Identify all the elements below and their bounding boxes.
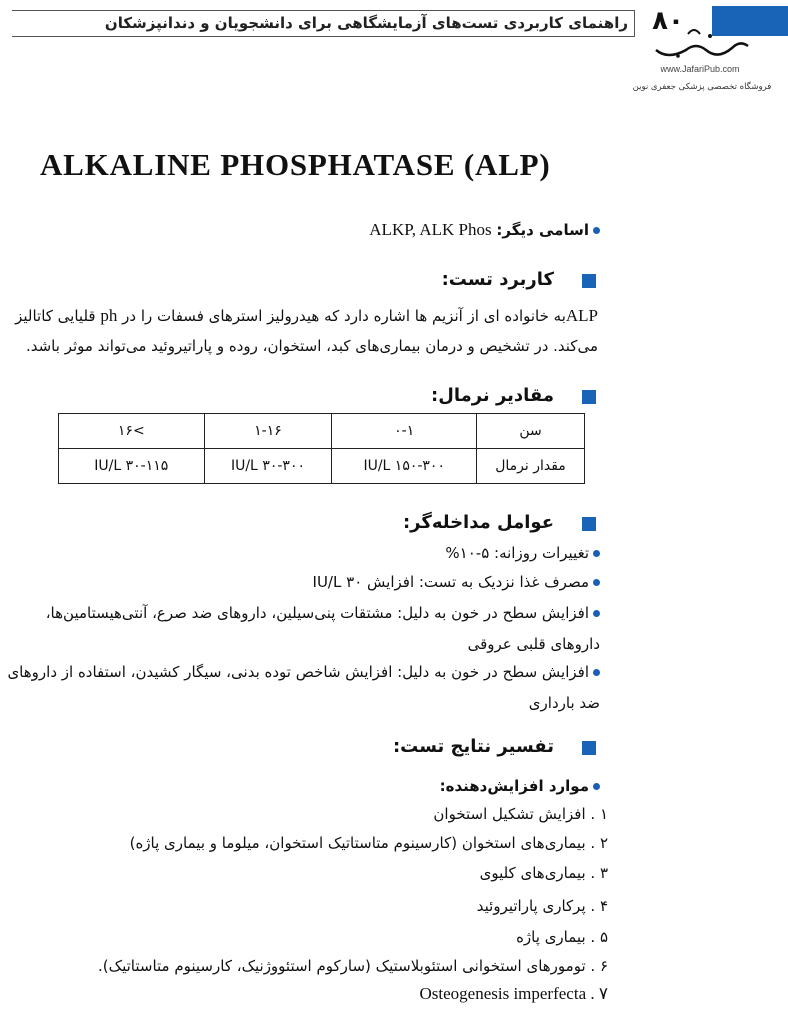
list-item: ۱ . افزایش تشکیل استخوان (433, 805, 608, 823)
section-square-icon (582, 741, 596, 755)
normal-values-table (58, 413, 585, 484)
publisher-logo (648, 20, 758, 64)
list-item-continuation: ضد بارداری (528, 694, 600, 712)
usage-heading: کاربرد تست: (441, 269, 554, 290)
table-cell: ۰-۱ (332, 414, 477, 449)
bullet-icon (593, 227, 600, 234)
interfering-heading: عوامل مداخله‌گر: (402, 512, 554, 533)
alp-abbr: ALP (565, 306, 598, 325)
table-cell: مقدار نرمال (477, 449, 585, 484)
bullet-icon (593, 783, 600, 790)
list-item (200, 569, 600, 595)
header-rule-bottom (12, 36, 634, 37)
bullet-icon (593, 610, 600, 617)
section-square-icon (582, 274, 596, 288)
list-item: ۶ . تومورهای استخوانی استئوبلاستیک (سارکوم استئووژنیک، کارسینوم متاستاتیک). (98, 957, 608, 975)
list-item-text: افزایش سطح در خون به دلیل: افزایش شاخص توده بدنی، سیگار کشیدن، استفاده از داروهای (7, 663, 589, 681)
other-names-label: اسامی دیگر: (496, 221, 589, 239)
publisher-tagline: فروشگاه تخصصی پزشکی جعفری نوین (632, 82, 772, 92)
usage-line1-end: قلیایی کاتالیز (15, 307, 96, 325)
bullet-icon (593, 579, 600, 586)
list-item (4, 600, 600, 626)
page-title: ALKALINE PHOSPHATASE (ALP) (40, 147, 551, 182)
usage-line1-text: به خانواده ای از آنزیم ها اشاره دارد که هیدرولیز استرهای فسفات را در (122, 307, 566, 325)
list-item: ۳ . بیماری‌های کلیوی (479, 864, 608, 882)
table-row (59, 449, 585, 484)
list-item (200, 540, 600, 566)
list-item: ۴ . پرکاری پاراتیروئید (476, 897, 608, 915)
publisher-url: www.JafariPub.com (660, 64, 740, 74)
ph-term: ph (100, 306, 118, 325)
section-square-icon (582, 390, 596, 404)
other-names-line (300, 217, 600, 243)
usage-line-1 (4, 303, 598, 329)
table-cell: ۳۰-۳۰۰ IU/L (204, 449, 332, 484)
list-item: Osteogenesis imperfecta . ۷ (419, 984, 608, 1003)
header-rule-top (12, 10, 634, 11)
list-item-text: تغییرات روزانه: ۵-۱۰% (445, 544, 589, 562)
other-names-value: ALKP, ALK Phos (369, 220, 492, 239)
increase-label-line (300, 773, 600, 799)
bullet-icon (593, 550, 600, 557)
table-cell: ۱۵۰-۳۰۰ IU/L (332, 449, 477, 484)
table-cell: ۳۰-۱۱۵ IU/L (59, 449, 205, 484)
table-cell: سن (477, 414, 585, 449)
table-cell: >۱۶ (59, 414, 205, 449)
normal-values-heading: مقادیر نرمال: (431, 385, 554, 406)
list-item-text: افزایش سطح در خون به دلیل: مشتقات پنی‌سیلین، داروهای ضد صرع، آنتی‌هیستامین‌ها، (45, 604, 589, 622)
list-item (4, 659, 600, 685)
running-header-title: راهنمای کاربردی تست‌های آزمایشگاهی برای دانشجویان و دندانپزشکان (104, 14, 628, 32)
bullet-icon (593, 669, 600, 676)
increase-label: موارد افزایش‌دهنده: (439, 777, 589, 795)
table-header-row (59, 414, 585, 449)
usage-line-2: می‌کند. در تشخیص و درمان بیماری‌های کبد، استخوان، روده و پاراتیروئید می‌تواند موثر باشد. (25, 337, 598, 355)
list-item-continuation: داروهای قلبی عروقی (467, 635, 600, 653)
list-item: ۲ . بیماری‌های استخوان (کارسینوم متاستاتیک استخوان، میلوما و بیماری پاژه) (129, 834, 608, 852)
interpretation-heading: تفسیر نتایج تست: (392, 736, 554, 757)
table-cell: ۱-۱۶ (204, 414, 332, 449)
page-number: ۸۰ (652, 6, 684, 36)
list-item: ۵ . بیماری پاژه (516, 928, 608, 946)
header-rule-divider (634, 10, 635, 37)
section-square-icon (582, 517, 596, 531)
list-item-text: مصرف غذا نزدیک به تست: افزایش ۳۰ IU/L (312, 573, 589, 591)
